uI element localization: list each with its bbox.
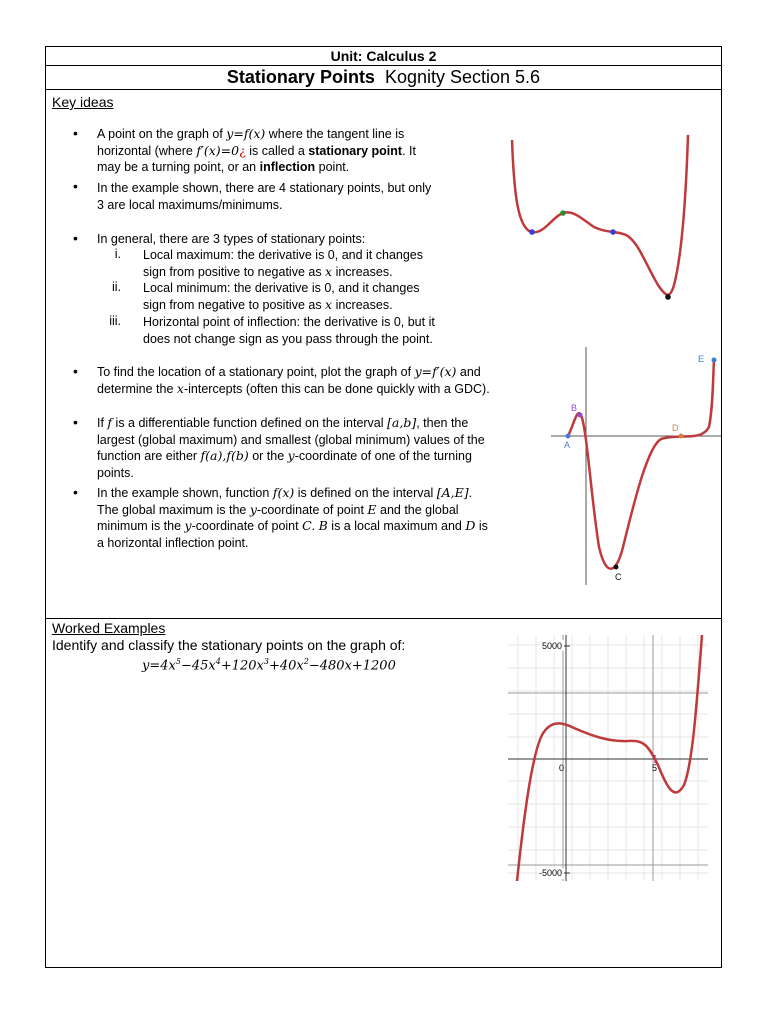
bullet: • xyxy=(73,484,78,500)
point-e xyxy=(712,358,717,363)
x-tick-5: 5 xyxy=(652,763,658,773)
point-b xyxy=(578,413,583,418)
bullet: • xyxy=(73,230,78,246)
point-d xyxy=(679,434,684,439)
list-number: ii. xyxy=(111,280,121,294)
worked-question: Identify and classify the stationary points on the graph of: xyxy=(52,637,406,653)
point-c xyxy=(614,565,619,570)
bullet-3-text: In general, there are 3 types of stationary points: xyxy=(97,232,366,246)
bullet: • xyxy=(73,414,78,430)
bullet-5-text: If f is a differentiable function defined on the interval [a,b], then the largest (global maximum) and smallest (global minimum) values of the function are either f(a),f(b) or the y-coordinate of one of the turning points. xyxy=(97,415,485,481)
graph-point-inflection xyxy=(610,229,616,235)
bullet-4-text: To find the location of a stationary point, plot the graph of y=f′(x) and determine the x-intercepts (often this can be done quickly with a GDC). xyxy=(97,364,490,396)
interval-graph xyxy=(551,347,721,587)
list-number: iii. xyxy=(109,314,121,328)
title-main: Stationary Points xyxy=(226,67,375,87)
unit-heading: Unit: Calculus 2 xyxy=(330,48,437,64)
grid xyxy=(508,635,708,881)
bullet-1-text: A point on the graph of y=f(x) where the tangent line is horizontal (where f′(x)=0¿ is called a stationary point. It may be a turning point, or an inflection point. xyxy=(97,126,416,175)
origin-label: 0 xyxy=(559,763,565,773)
worked-example-graph xyxy=(508,635,708,881)
worked-examples-heading: Worked Examples xyxy=(52,620,166,636)
label-a: A xyxy=(564,440,571,450)
graph-curve xyxy=(512,135,688,295)
divider xyxy=(46,89,721,90)
type-local-max: Local maximum: the derivative is 0, and it changes sign from positive to negative as x increases. xyxy=(143,248,423,279)
type-inflection: Horizontal point of inflection: the derivative is 0, but it does not change sign as you pass through the point. xyxy=(143,315,435,346)
y-tick-bottom: -5000 xyxy=(539,868,563,878)
graph-point-max xyxy=(560,210,566,216)
bullet-2-text: In the example shown, there are 4 stationary points, but only 3 are local maximums/minimums. xyxy=(97,181,432,212)
key-ideas-heading: Key ideas xyxy=(52,94,114,110)
list-number: i. xyxy=(114,247,121,261)
title-sub: Kognity Section 5.6 xyxy=(384,67,541,87)
bullet: • xyxy=(73,125,78,141)
page-title xyxy=(46,67,721,88)
graph-curve xyxy=(568,360,714,569)
bullet: • xyxy=(73,178,78,194)
point-a xyxy=(566,434,571,439)
stationary-points-graph xyxy=(506,135,716,305)
divider xyxy=(46,618,721,619)
divider xyxy=(46,65,721,66)
label-e: E xyxy=(698,354,705,364)
label-c: C xyxy=(615,572,622,582)
y-tick-top: 5000 xyxy=(542,641,563,651)
worked-equation: $y=4x^5-45x^4+120x^3+40x^2-480x+1200$ xyxy=(142,657,396,674)
graph-point-global-min xyxy=(665,294,671,300)
graph-curve xyxy=(517,635,702,881)
bullet: • xyxy=(73,363,78,379)
bullet-6-text: In the example shown, function f(x) is defined on the interval [A,E]. The global maximum is the y-coordinate of point E and the global minimum is the y-coordinate of point C. B is a local maximum and D is a horizontal inflection point. xyxy=(97,485,488,551)
type-local-min: Local minimum: the derivative is 0, and it changes sign from negative to positive as x increases. xyxy=(143,281,420,312)
label-d: D xyxy=(672,423,679,433)
label-b: B xyxy=(571,403,578,413)
graph-point-min xyxy=(529,229,535,235)
document-frame xyxy=(45,46,722,968)
